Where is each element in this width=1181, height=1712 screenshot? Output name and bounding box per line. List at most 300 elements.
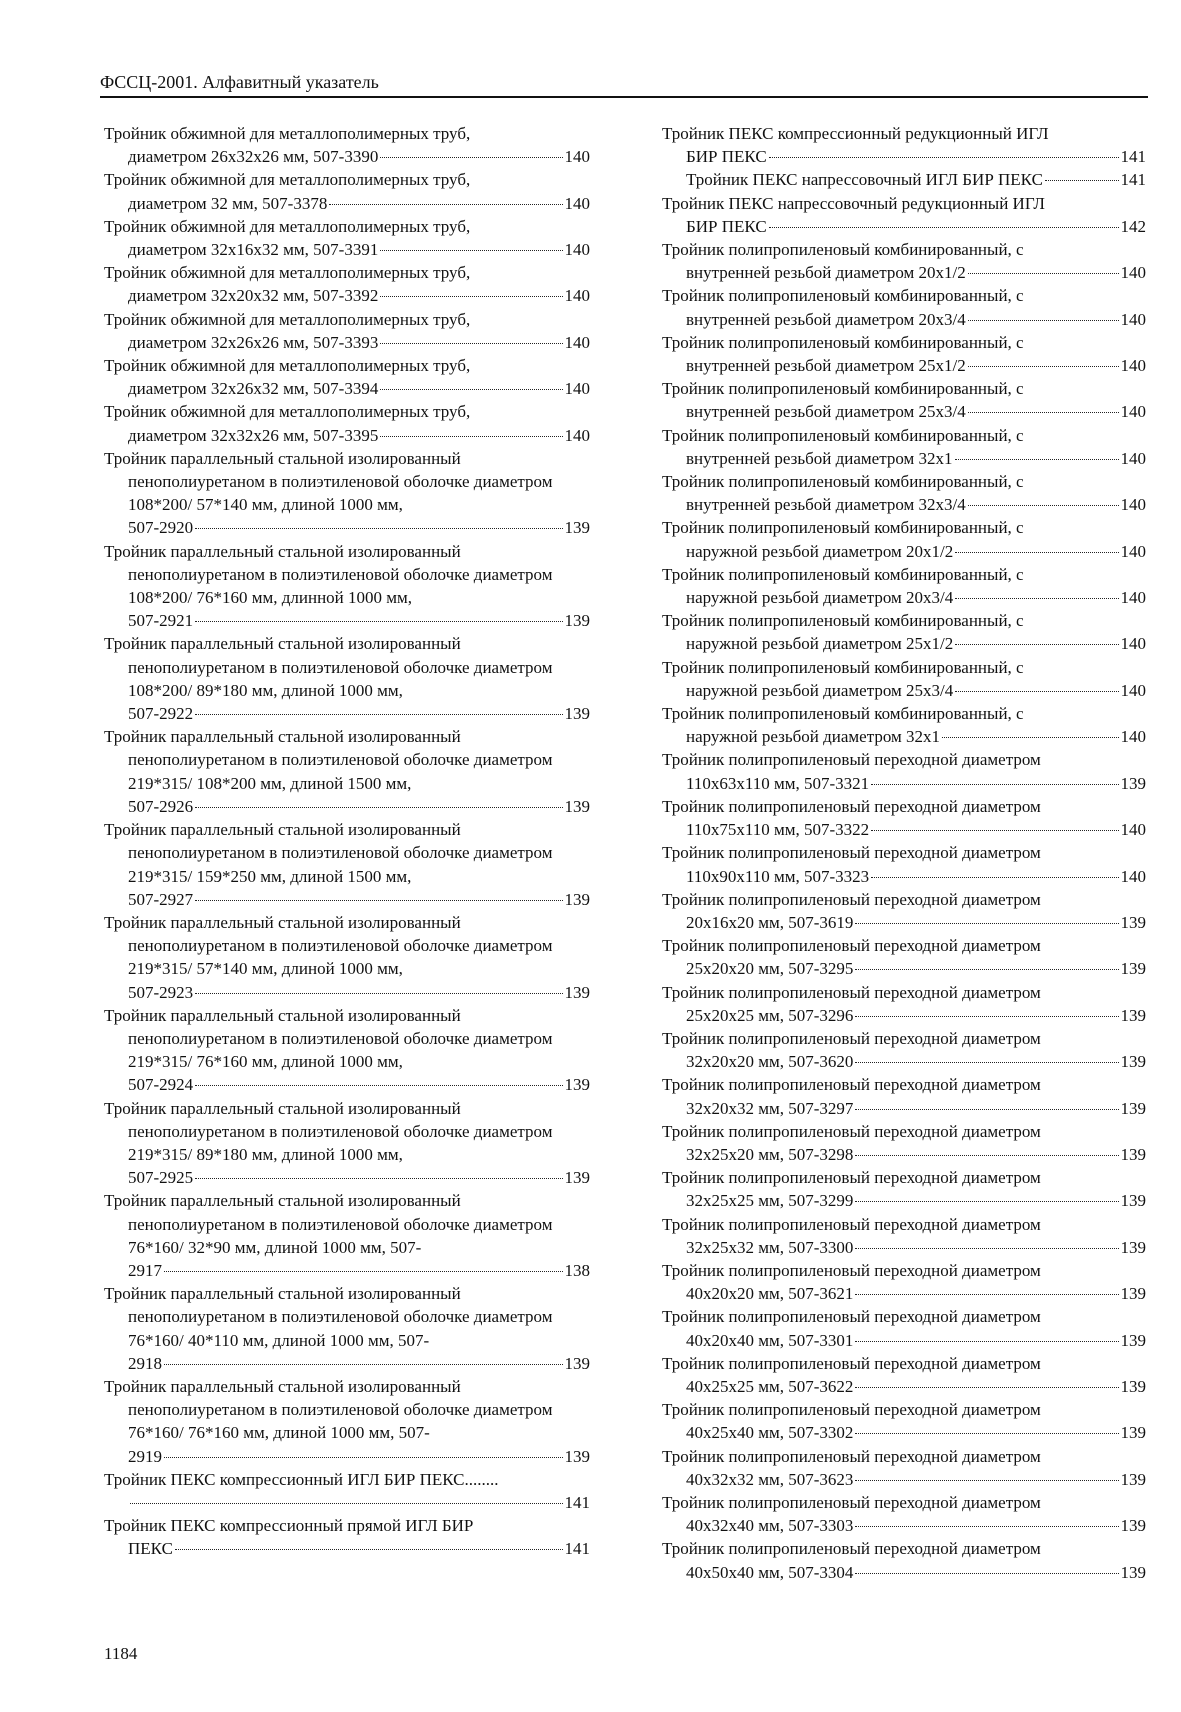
index-entry [104, 215, 590, 261]
entry-lead-text: наружной резьбой диаметром 25x3/4 [686, 680, 954, 700]
index-entry [104, 261, 590, 307]
entry-lead-text: Тройник ПЕКС напрессовочный ИГЛ БИР ПЕКС [686, 170, 1043, 190]
entry-text: Тройник полипропиленовый комбинированный, с [662, 425, 1024, 445]
dot-leader [871, 876, 1118, 878]
entry-text: Тройник полипропиленовый комбинированный, с [662, 611, 1024, 631]
entry-lead-text: 32x25x20 мм, 507-3298 [686, 1144, 854, 1164]
entry-lead-text: 2919 [128, 1446, 162, 1466]
page-reference: 139 [564, 518, 590, 538]
entry-text: Тройник полипропиленовый переходной диаметром [662, 1400, 1041, 1420]
entry-leader-line [128, 888, 590, 911]
header-title: ФССЦ-2001. Алфавитный указатель [100, 72, 379, 92]
entry-leader-line [686, 1236, 1146, 1259]
entry-text: Тройник полипропиленовый переходной диаметром [662, 1539, 1041, 1559]
page-reference: 139 [1120, 1423, 1146, 1443]
entry-leader-line [686, 818, 1146, 841]
page-reference: 142 [1120, 216, 1146, 236]
index-entry [104, 540, 590, 633]
page-reference: 140 [1120, 634, 1146, 654]
page-reference: 139 [1120, 1562, 1146, 1582]
entry-lead-text: наружной резьбой диаметром 20x1/2 [686, 541, 954, 561]
entry-leader-line [128, 609, 590, 632]
dot-leader [955, 551, 1118, 553]
index-entry [662, 516, 1146, 562]
entry-text: Тройник полипропиленовый переходной диаметром [662, 1260, 1041, 1280]
dot-leader [968, 319, 1119, 321]
dot-leader [164, 1456, 563, 1458]
page-reference: 139 [1120, 912, 1146, 932]
entry-leader-line [686, 308, 1146, 331]
entry-lead-text: 2918 [128, 1353, 162, 1373]
entry-lead-text: 507-2922 [128, 704, 194, 724]
entry-leader-line [686, 1050, 1146, 1073]
entry-leader-line [128, 1166, 590, 1189]
entry-text: Тройник обжимной для металлополимерных труб, [104, 124, 471, 143]
entry-lead-text: 40x32x32 мм, 507-3623 [686, 1469, 854, 1489]
entry-text: Тройник обжимной для металлополимерных труб, [104, 170, 471, 190]
page-reference: 141 [564, 1539, 590, 1559]
index-entry [662, 424, 1146, 470]
dot-leader [855, 922, 1118, 924]
index-entry [662, 934, 1146, 980]
index-entry [662, 1305, 1146, 1351]
entry-lead-text: диаметром 32x26x26 мм, 507-3393 [128, 332, 379, 352]
page-number: 1184 [104, 1644, 138, 1663]
dot-leader [164, 1270, 563, 1272]
entry-lead-text: диаметром 32x32x26 мм, 507-3395 [128, 425, 379, 445]
entry-text: Тройник полипропиленовый комбинированный, с [662, 286, 1024, 306]
entry-text: Тройник полипропиленовый переходной диаметром [662, 1307, 1041, 1327]
index-entry [662, 331, 1146, 377]
page-reference: 139 [564, 704, 590, 724]
entry-leader-line [686, 354, 1146, 377]
entry-lead-text: БИР ПЕКС [686, 216, 767, 236]
page-reference: 139 [1120, 1098, 1146, 1118]
index-entry [662, 888, 1146, 934]
entry-leader-line [128, 377, 590, 400]
entry-text: Тройник полипропиленовый переходной диаметром [662, 936, 1041, 956]
entry-text: Тройник полипропиленовый переходной диаметром [662, 1028, 1041, 1048]
entry-leader-line [686, 1097, 1146, 1120]
dot-leader [195, 1177, 562, 1179]
entry-leader-line [128, 981, 590, 1004]
dot-leader [195, 806, 562, 808]
dot-leader [380, 435, 562, 437]
index-entry [104, 308, 590, 354]
dot-leader [871, 783, 1118, 785]
entry-text: Тройник параллельный стальной изолированный пенополиуретаном в полиэтиленовой оболочке диаметром 76*160/ 40*110 мм, длиной 1000 мм, 507- [104, 1284, 553, 1350]
entry-leader-line [128, 192, 590, 215]
entry-leader-line [686, 447, 1146, 470]
entry-lead-text: наружной резьбой диаметром 20x3/4 [686, 588, 954, 608]
index-entry [662, 284, 1146, 330]
index-entry [662, 1120, 1146, 1166]
index-entry [662, 563, 1146, 609]
entry-text: Тройник полипропиленовый переходной диаметром [662, 1492, 1041, 1512]
entry-leader-line [128, 516, 590, 539]
page-reference: 139 [1120, 773, 1146, 793]
dot-leader [855, 1432, 1118, 1434]
entry-text: Тройник обжимной для металлополимерных труб, [104, 309, 471, 329]
entry-lead-text: 110x90x110 мм, 507-3323 [686, 866, 870, 886]
index-entry [662, 1073, 1146, 1119]
index-entry [662, 609, 1146, 655]
page-reference: 140 [564, 425, 590, 445]
index-entry [662, 841, 1146, 887]
dot-leader [968, 272, 1119, 274]
entry-lead-text: 507-2921 [128, 611, 194, 631]
entry-lead-text: внутренней резьбой диаметром 32x1 [686, 448, 953, 468]
page-reference: 139 [564, 982, 590, 1002]
page-reference: 139 [1120, 1237, 1146, 1257]
entry-leader-line [686, 679, 1146, 702]
entry-lead-text: 2917 [128, 1260, 162, 1280]
dot-leader [195, 713, 562, 715]
entry-lead-text: 25x20x25 мм, 507-3296 [686, 1005, 854, 1025]
entry-lead-text: внутренней резьбой диаметром 25x3/4 [686, 402, 966, 422]
entry-leader-line [686, 168, 1146, 191]
entry-text: Тройник ПЕКС компрессионный прямой ИГЛ БИР [104, 1516, 474, 1536]
page-reference: 139 [1120, 1516, 1146, 1536]
index-entry [662, 748, 1146, 794]
page-reference: 140 [564, 379, 590, 399]
page-reference: 139 [1120, 959, 1146, 979]
entry-lead-text: 40x25x25 мм, 507-3622 [686, 1376, 854, 1396]
entry-lead-text: 507-2920 [128, 518, 194, 538]
index-entry [104, 400, 590, 446]
entry-leader-line [686, 493, 1146, 516]
entry-leader-line [686, 1561, 1146, 1584]
entry-lead-text: 507-2926 [128, 796, 194, 816]
page-reference: 140 [1120, 495, 1146, 515]
index-entry [662, 122, 1146, 168]
entry-lead-text: диаметром 26x32x26 мм, 507-3390 [128, 147, 379, 167]
index-entry [104, 1375, 590, 1468]
page-reference: 140 [564, 193, 590, 213]
dot-leader [968, 411, 1119, 413]
index-entry [662, 795, 1146, 841]
entry-lead-text: наружной резьбой диаметром 32x1 [686, 727, 941, 747]
page-reference: 140 [1120, 541, 1146, 561]
entry-text: Тройник полипропиленовый переходной диаметром [662, 796, 1041, 816]
entry-lead-text: 40x20x40 мм, 507-3301 [686, 1330, 854, 1350]
entry-leader-line [686, 1282, 1146, 1305]
entry-leader-line [128, 1491, 590, 1514]
entry-lead-text: внутренней резьбой диаметром 20x1/2 [686, 263, 966, 283]
entry-lead-text: ПЕКС [128, 1539, 173, 1559]
dot-leader [855, 968, 1118, 970]
entry-text: Тройник параллельный стальной изолированный пенополиуретаном в полиэтиленовой оболочке диаметром 108*200/ 57*140 мм, длиной 1000 мм, [104, 448, 553, 515]
entry-text: Тройник полипропиленовый переходной диаметром [662, 1353, 1041, 1373]
index-entry [104, 1282, 590, 1375]
page-reference: 139 [1120, 1144, 1146, 1164]
entry-text: Тройник полипропиленовый комбинированный, с [662, 564, 1024, 584]
entry-lead-text: диаметром 32 мм, 507-3378 [128, 193, 328, 213]
entry-lead-text: 40x25x40 мм, 507-3302 [686, 1423, 854, 1443]
entry-text: Тройник параллельный стальной изолированный пенополиуретаном в полиэтиленовой оболочке диаметром 219*315/ 159*250 мм, длиной 1500 мм, [104, 820, 553, 886]
dot-leader [968, 504, 1119, 506]
entry-text: Тройник полипропиленовый переходной диаметром [662, 843, 1041, 863]
entry-leader-line [128, 1259, 590, 1282]
entry-lead-text: 507-2923 [128, 982, 194, 1002]
entry-text: Тройник полипропиленовый переходной диаметром [662, 1121, 1041, 1141]
index-entry [662, 1445, 1146, 1491]
entry-text: Тройник полипропиленовый переходной диаметром [662, 982, 1041, 1002]
page-reference: 139 [564, 611, 590, 631]
entry-leader-line [128, 284, 590, 307]
entry-lead-text: 40x50x40 мм, 507-3304 [686, 1562, 854, 1582]
index-entry [104, 725, 590, 818]
index-entry [104, 168, 590, 214]
index-entry [662, 1352, 1146, 1398]
dot-leader [855, 1293, 1118, 1295]
entry-text: Тройник обжимной для металлополимерных труб, [104, 216, 471, 236]
entry-text: Тройник обжимной для металлополимерных труб, [104, 356, 471, 376]
dot-leader [968, 365, 1119, 367]
entry-leader-line [686, 725, 1146, 748]
entry-lead-text: 40x32x40 мм, 507-3303 [686, 1516, 854, 1536]
entry-leader-line [686, 1375, 1146, 1398]
entry-leader-line [686, 1468, 1146, 1491]
entry-leader-line [686, 1143, 1146, 1166]
index-entry [662, 656, 1146, 702]
index-entry [104, 1004, 590, 1097]
page-reference: 140 [1120, 680, 1146, 700]
page-reference: 141 [564, 1492, 590, 1512]
dot-leader [955, 458, 1119, 460]
entry-leader-line [686, 400, 1146, 423]
entry-leader-line [128, 795, 590, 818]
entry-lead-text: 32x20x32 мм, 507-3297 [686, 1098, 854, 1118]
entry-text: Тройник полипропиленовый комбинированный, с [662, 657, 1024, 677]
page-reference: 139 [564, 889, 590, 909]
dot-leader [195, 527, 562, 529]
index-entry [662, 168, 1146, 191]
index-entry [662, 470, 1146, 516]
index-entry [662, 1027, 1146, 1073]
entry-lead-text: 110x63x110 мм, 507-3321 [686, 773, 870, 793]
page-reference: 140 [564, 240, 590, 260]
dot-leader [769, 226, 1119, 228]
page-reference: 141 [1120, 170, 1146, 190]
entry-leader-line [686, 1329, 1146, 1352]
index-entry [104, 1189, 590, 1282]
page-reference: 140 [1120, 309, 1146, 329]
entry-leader-line [686, 215, 1146, 238]
dot-leader [855, 1525, 1118, 1527]
entry-leader-line [128, 331, 590, 354]
entry-text: Тройник полипропиленовый комбинированный, с [662, 472, 1024, 492]
entry-leader-line [128, 1537, 590, 1560]
index-entry [104, 354, 590, 400]
dot-leader [329, 203, 562, 205]
index-entry [662, 238, 1146, 284]
entry-lead-text: 110x75x110 мм, 507-3322 [686, 820, 870, 840]
dot-leader [175, 1548, 563, 1550]
page-reference: 141 [1120, 147, 1146, 167]
index-entry [104, 911, 590, 1004]
index-entry [662, 1213, 1146, 1259]
dot-leader [130, 1502, 563, 1504]
entry-lead-text: 25x20x20 мм, 507-3295 [686, 959, 854, 979]
entry-lead-text: 40x20x20 мм, 507-3621 [686, 1284, 854, 1304]
entry-lead-text: диаметром 32x20x32 мм, 507-3392 [128, 286, 379, 306]
page-reference: 139 [564, 1353, 590, 1373]
entry-leader-line [686, 957, 1146, 980]
entry-text: Тройник параллельный стальной изолированный пенополиуретаном в полиэтиленовой оболочке диаметром 76*160/ 76*160 мм, длиной 1000 мм, 507- [104, 1376, 553, 1443]
index-entry [104, 1097, 590, 1190]
right-index-column [662, 122, 1146, 1584]
page-reference: 140 [1120, 263, 1146, 283]
entry-lead-text: 507-2927 [128, 889, 194, 909]
index-entry [662, 1491, 1146, 1537]
page-reference: 139 [1120, 1052, 1146, 1072]
entry-text: Тройник полипропиленовый комбинированный, с [662, 518, 1024, 538]
dot-leader [855, 1061, 1118, 1063]
dot-leader [955, 597, 1118, 599]
page-reference: 140 [1120, 727, 1146, 747]
page-reference: 140 [1120, 588, 1146, 608]
dot-leader [955, 690, 1118, 692]
entry-text: Тройник обжимной для металлополимерных труб, [104, 263, 471, 283]
entry-text: Тройник параллельный стальной изолированный пенополиуретаном в полиэтиленовой оболочке диаметром 76*160/ 32*90 мм, длиной 1000 мм, 507- [104, 1191, 553, 1257]
index-entry [104, 1514, 590, 1560]
entry-lead-text: 20x16x20 мм, 507-3619 [686, 912, 854, 932]
entry-lead-text: 507-2924 [128, 1075, 194, 1095]
page-reference: 139 [1120, 1005, 1146, 1025]
entry-text: Тройник параллельный стальной изолированный пенополиуретаном в полиэтиленовой оболочке диаметром 108*200/ 76*160 мм, длинной 1000 мм, [104, 541, 553, 608]
dot-leader [855, 1154, 1118, 1156]
entry-lead-text: внутренней резьбой диаметром 25x1/2 [686, 356, 966, 376]
entry-leader-line [686, 1004, 1146, 1027]
page-reference: 140 [564, 332, 590, 352]
page-reference: 140 [564, 147, 590, 167]
entry-leader-line [128, 1352, 590, 1375]
page-reference: 139 [564, 1168, 590, 1188]
entry-leader-line [686, 632, 1146, 655]
page-reference: 139 [1120, 1469, 1146, 1489]
page-reference: 139 [564, 1446, 590, 1466]
dot-leader [855, 1572, 1118, 1574]
dot-leader [855, 1015, 1118, 1017]
index-entry [662, 1259, 1146, 1305]
entry-leader-line [686, 1421, 1146, 1444]
dot-leader [942, 736, 1118, 738]
entry-text: Тройник полипропиленовый комбинированный, с [662, 704, 1024, 724]
entry-leader-line [686, 772, 1146, 795]
page-reference: 139 [564, 1075, 590, 1095]
entry-lead-text: БИР ПЕКС [686, 147, 767, 167]
dot-leader [855, 1340, 1118, 1342]
entry-text: Тройник обжимной для металлополимерных труб, [104, 402, 471, 422]
page-reference: 139 [1120, 1191, 1146, 1211]
entry-leader-line [686, 865, 1146, 888]
dot-leader [380, 156, 562, 158]
dot-leader [855, 1247, 1118, 1249]
dot-leader [195, 992, 562, 994]
page-reference: 140 [1120, 820, 1146, 840]
entry-lead-text: 507-2925 [128, 1168, 194, 1188]
dot-leader [855, 1108, 1118, 1110]
entry-text: Тройник полипропиленовый комбинированный, с [662, 332, 1024, 352]
entry-text: Тройник полипропиленовый переходной диаметром [662, 1075, 1041, 1095]
entry-text: Тройник параллельный стальной изолированный пенополиуретаном в полиэтиленовой оболочке диаметром 219*315/ 57*140 мм, длиной 1000 мм, [104, 912, 553, 979]
entry-text: Тройник ПЕКС напрессовочный редукционный ИГЛ [662, 193, 1045, 213]
entry-leader-line [128, 424, 590, 447]
entry-leader-line [128, 702, 590, 725]
dot-leader [164, 1363, 563, 1365]
dot-leader [380, 249, 562, 251]
dot-leader [380, 295, 562, 297]
entry-lead-text: внутренней резьбой диаметром 20x3/4 [686, 309, 966, 329]
entry-text: Тройник полипропиленовый переходной диаметром [662, 889, 1041, 909]
entry-text: Тройник полипропиленовый комбинированный, с [662, 379, 1024, 399]
entry-leader-line [686, 1189, 1146, 1212]
entry-leader-line [128, 145, 590, 168]
entry-lead-text: наружной резьбой диаметром 25x1/2 [686, 634, 954, 654]
entry-text: Тройник параллельный стальной изолированный пенополиуретаном в полиэтиленовой оболочке диаметром 219*315/ 108*200 мм, длиной 1500 мм, [104, 727, 553, 793]
dot-leader [195, 620, 562, 622]
entry-leader-line [128, 1073, 590, 1096]
index-entry [662, 702, 1146, 748]
entry-text: Тройник полипропиленовый переходной диаметром [662, 1168, 1041, 1188]
entry-leader-line [128, 238, 590, 261]
entry-leader-line [686, 911, 1146, 934]
entry-text: Тройник параллельный стальной изолированный пенополиуретаном в полиэтиленовой оболочке диаметром 108*200/ 89*180 мм, длиной 1000 мм, [104, 634, 553, 700]
entry-text: Тройник параллельный стальной изолированный пенополиуретаном в полиэтиленовой оболочке диаметром 219*315/ 89*180 мм, длиной 1000 мм, [104, 1098, 553, 1164]
page-reference: 139 [1120, 1376, 1146, 1396]
page-header [100, 70, 1148, 98]
entry-leader-line [686, 1514, 1146, 1537]
entry-text: Тройник полипропиленовый переходной диаметром [662, 1446, 1041, 1466]
entry-lead-text: 32x25x32 мм, 507-3300 [686, 1237, 854, 1257]
dot-leader [1045, 179, 1119, 181]
entry-lead-text: внутренней резьбой диаметром 32x3/4 [686, 495, 966, 515]
entry-lead-text: 32x25x25 мм, 507-3299 [686, 1191, 854, 1211]
entry-leader-line [686, 261, 1146, 284]
dot-leader [855, 1386, 1118, 1388]
dot-leader [769, 156, 1119, 158]
page-reference: 140 [1120, 448, 1146, 468]
entry-text: Тройник полипропиленовый переходной диаметром [662, 750, 1041, 770]
index-entry [662, 377, 1146, 423]
index-entry [104, 447, 590, 540]
page-reference: 140 [564, 286, 590, 306]
page-reference: 138 [564, 1260, 590, 1280]
dot-leader [855, 1200, 1118, 1202]
page-reference: 139 [1120, 1284, 1146, 1304]
entry-leader-line [686, 145, 1146, 168]
index-entry [104, 122, 590, 168]
dot-leader [195, 899, 562, 901]
dot-leader [955, 643, 1118, 645]
left-index-column [104, 122, 590, 1561]
entry-leader-line [128, 1445, 590, 1468]
entry-text: Тройник параллельный стальной изолированный пенополиуретаном в полиэтиленовой оболочке диаметром 219*315/ 76*160 мм, длиной 1000 мм, [104, 1005, 553, 1072]
dot-leader [380, 388, 562, 390]
entry-text: Тройник полипропиленовый переходной диаметром [662, 1214, 1041, 1234]
entry-lead-text: диаметром 32x16x32 мм, 507-3391 [128, 240, 379, 260]
dot-leader [380, 342, 562, 344]
page-reference: 139 [1120, 1330, 1146, 1350]
entry-leader-line [686, 586, 1146, 609]
index-entry [662, 1537, 1146, 1583]
entry-text: Тройник ПЕКС компрессионный редукционный ИГЛ [662, 124, 1049, 143]
dot-leader [195, 1084, 562, 1086]
index-entry [104, 1468, 590, 1514]
dot-leader [871, 829, 1118, 831]
page-reference: 140 [1120, 356, 1146, 376]
